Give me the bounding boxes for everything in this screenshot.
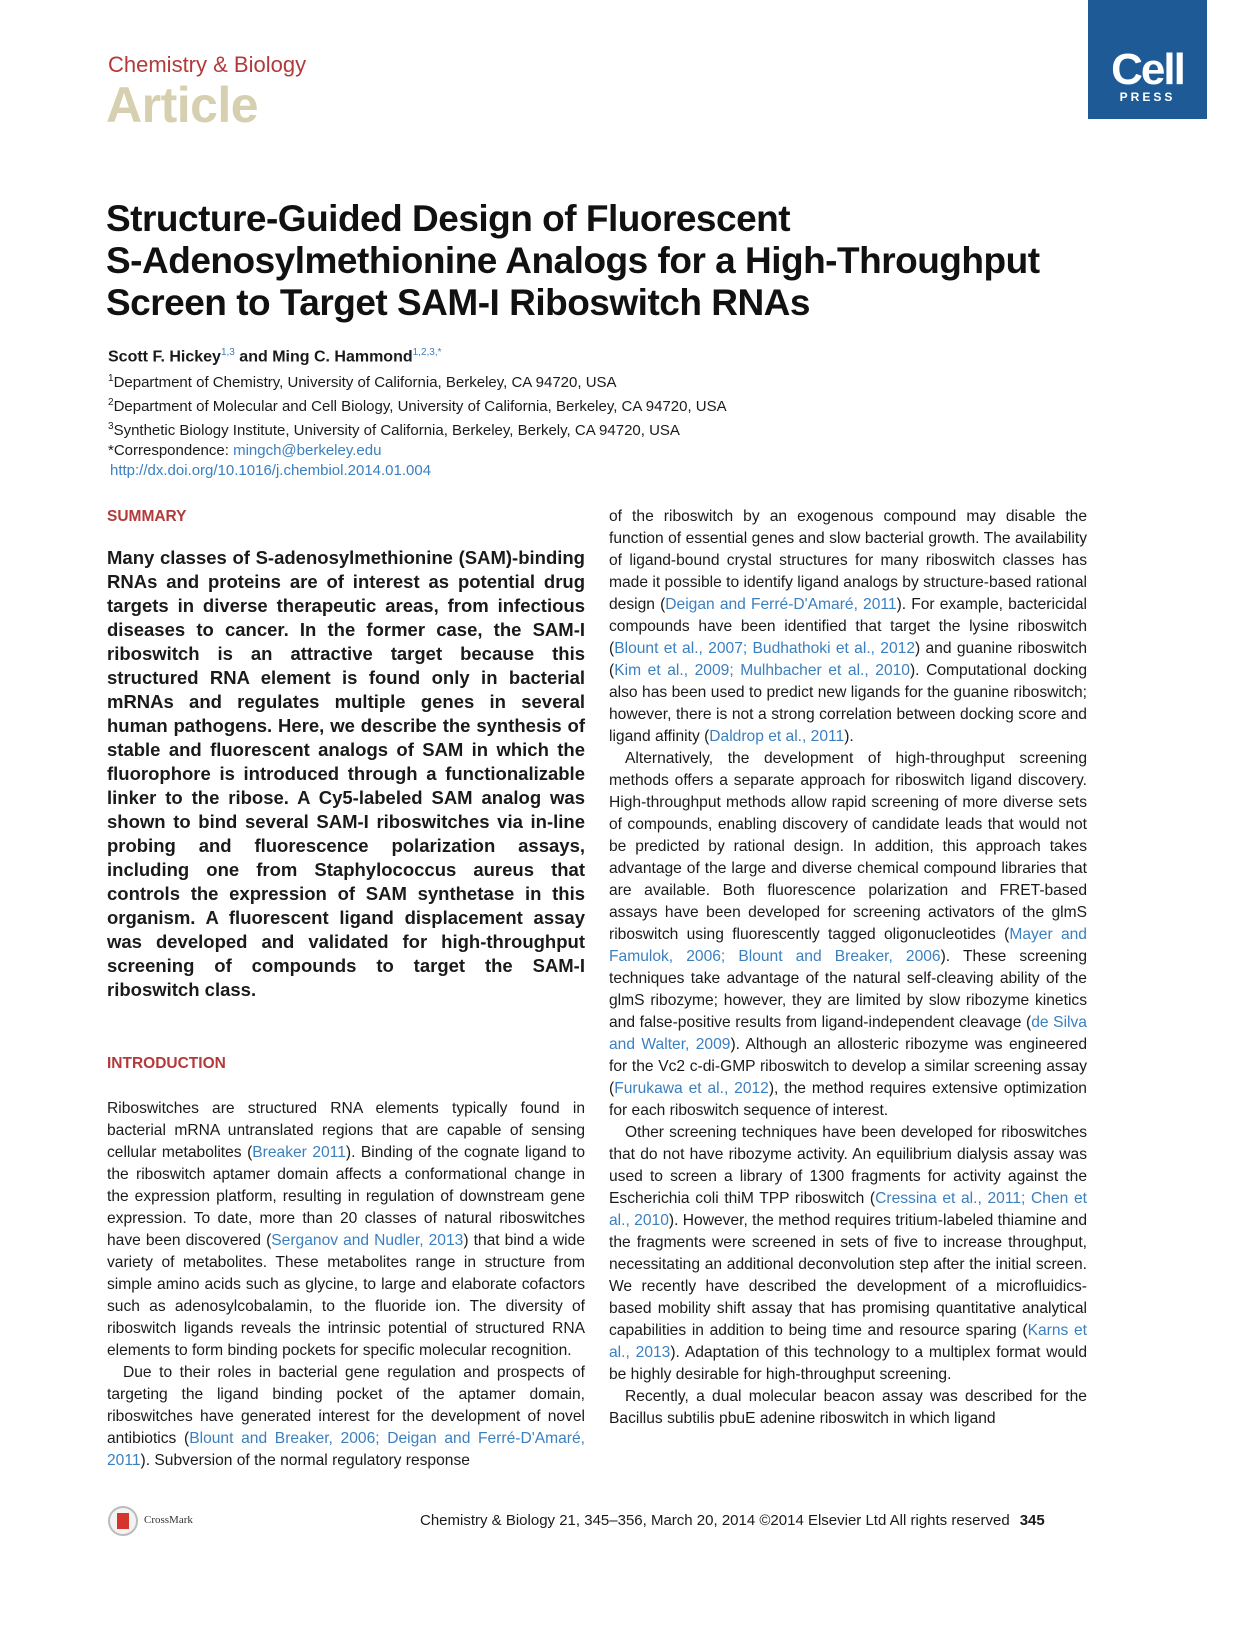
author-name: Ming C. Hammond — [272, 348, 413, 366]
introduction-left-column — [107, 1098, 585, 1472]
cell-press-logo[interactable] — [1088, 0, 1207, 119]
author-affiliation-marker: 1,3 — [220, 347, 235, 358]
citation-link[interactable]: Blount and Breaker, 2006; Deigan and Ferré-D'Amaré, 2011 — [107, 1430, 585, 1469]
right-paragraph-3: Other screening techniques have been developed for riboswitches that do not have ribozyme activity. An equilibrium dialysis assay was used to screen a library of 1300 fragments for activity against the Escherichia coli thiM TPP riboswitch (Cressina et al., 2011; Chen et al., 2010). However, the method requires tritium-labeled thiamine and the fragments were screened in sets of five to increase throughput, necessitating an additional deconvolution step after the initial screen. We recently have described the development of a microfluidics-based mobility shift assay that has promising quantitative analytical capabilities in addition to being time and resource sparing (Karns et al., 2013). Adaptation of this technology to a multiplex format would be highly desirable for high-throughput screening. — [609, 1124, 1088, 1383]
title-line-2: S-Adenosylmethionine Analogs for a High-Throughput — [106, 240, 1040, 281]
citation-link[interactable]: Karns et al., 2013 — [609, 1322, 1088, 1361]
title-line-1: Structure-Guided Design of Fluorescent — [106, 198, 791, 239]
logo-press-text: PRESS — [1119, 90, 1176, 104]
affiliations — [108, 369, 727, 481]
doi-link[interactable]: http://dx.doi.org/10.1016/j.chembiol.2014.01.004 — [110, 462, 432, 479]
page-footer — [420, 1512, 1045, 1529]
author-affiliation-marker: 1,2,3,* — [412, 347, 442, 358]
citation-link[interactable]: Kim et al., 2009; Mulhbacher et al., 2010 — [614, 662, 910, 679]
right-paragraph-4: Recently, a dual molecular beacon assay was described for the Bacillus subtilis pbuE adenine riboswitch in which ligand — [609, 1388, 1087, 1427]
logo-cell-text: Cell — [1111, 45, 1184, 94]
summary-text: Many classes of S-adenosylmethionine (SAM)-binding RNAs and proteins are of interest as potential drug targets in diverse therapeutic areas, from infectious diseases to cancer. In the former case, the SAM-I riboswitch is an attractive target because this structured RNA element is found only in bacterial mRNAs and regulates multiple genes in several human pathogens. Here, we describe the synthesis of stable and fluorescent analogs of SAM in which the fluorophore is introduced through a functionalizable linker to the ribose. A Cy5-labeled SAM analog was shown to bind several SAM-I riboswitches via in-line probing and fluorescence polarization assays, including one from Staphylococcus aureus that controls the expression of SAM synthetase in this organism. A fluorescent ligand displacement assay was developed and validated for high-throughput screening of compounds to target the SAM-I riboswitch class. — [107, 547, 585, 1000]
footer-citation: Chemistry & Biology 21, 345–356, March 20, 2014 ©2014 Elsevier Ltd All rights reserved — [420, 1512, 1010, 1529]
citation-link[interactable]: Cressina et al., 2011; Chen et al., 2010 — [609, 1190, 1087, 1229]
citation-link[interactable]: de Silva and Walter, 2009 — [609, 1014, 1087, 1053]
crossmark-badge[interactable] — [108, 1506, 208, 1538]
page-number: 345 — [1019, 1512, 1045, 1529]
summary-heading: SUMMARY — [107, 508, 187, 525]
author-name: Scott F. Hickey — [108, 348, 221, 366]
intro-paragraph-1: Riboswitches are structured RNA elements typically found in bacterial mRNA untranslated regions that are capable of sensing cellular metabolites (Breaker 2011). Binding of the cognate ligand to the riboswitch aptamer domain affects a conformational change in the expression platform, resulting in regulation of downstream gene expression. To date, more than 20 classes of natural riboswitches have been discovered (Serganov and Nudler, 2013) that bind a wide variety of metabolites. These metabolites range in structure from simple amino acids such as glycine, to large and elaborate cofactors such as adenosylcobalamin, to the fluoride ion. The diversity of riboswitch ligands reveals the intrinsic potential of structured RNA elements to form binding pockets for specific molecular recognition. — [107, 1100, 585, 1359]
article-title — [106, 198, 1146, 324]
citation-link[interactable]: Mayer and Famulok, 2006; Blount and Breaker, 2006 — [609, 926, 1087, 965]
author-conjunction: and — [234, 348, 273, 366]
intro-paragraph-2: Due to their roles in bacterial gene regulation and prospects of targeting the ligand binding pocket of the aptamer domain, riboswitches have generated interest for the development of novel antibiotics (Blount and Breaker, 2006; Deigan and Ferré-D'Amaré, 2011). Subversion of the normal regulatory response — [107, 1364, 585, 1469]
title-line-3: Screen to Target SAM-I Riboswitch RNAs — [106, 282, 810, 323]
citation-link[interactable]: Deigan and Ferré-D'Amaré, 2011 — [665, 596, 897, 613]
right-paragraph-1: of the riboswitch by an exogenous compound may disable the function of essential genes and slow bacterial growth. The availability of ligand-bound crystal structures for many riboswitch classes has made it possible to identify ligand analogs by structure-based rational design (Deigan and Ferré-D'Amaré, 2011). For example, bactericidal compounds have been identified that target the lysine riboswitch (Blount et al., 2007; Budhathoki et al., 2012) and guanine riboswitch (Kim et al., 2009; Mulhbacher et al., 2010). Computational docking also has been used to predict new ligands for the guanine riboswitch; however, there is not a strong correlation between docking score and ligand affinity (Daldrop et al., 2011). — [609, 508, 1088, 745]
introduction-heading: INTRODUCTION — [107, 1055, 226, 1072]
citation-link[interactable]: Serganov and Nudler, 2013 — [271, 1232, 464, 1249]
crossmark-label: CrossMark — [144, 1514, 193, 1526]
affiliation-2: $^2$Department of Molecular and Cell Biology, University of California, Berkeley, CA 94720, USA — [108, 397, 727, 415]
citation-link[interactable]: Furukawa et al., 2012 — [614, 1080, 769, 1097]
author-list — [108, 347, 442, 366]
citation-link[interactable]: Blount et al., 2007; Budhathoki et al., 2012 — [614, 640, 915, 657]
crossmark-flag — [117, 1513, 129, 1529]
affiliation-3: $^3$Synthetic Biology Institute, University of California, Berkeley, Berkely, CA 94720, USA — [108, 421, 680, 439]
journal-name: Chemistry & Biology — [108, 52, 307, 77]
article-type: Article — [106, 77, 259, 133]
right-paragraph-2: Alternatively, the development of high-throughput screening methods offers a separate approach for riboswitch ligand discovery. High-throughput methods allow rapid screening of more diverse sets of compounds, enabling discovery of candidate leads that would not be predicted by rational design. In addition, this approach takes advantage of the large and diverse chemical compound libraries that are available. Both fluorescence polarization and FRET-based assays have been developed for screening activators of the glmS riboswitch using fluorescently tagged oligonucleotides (Mayer and Famulok, 2006; Blount and Breaker, 2006). These screening techniques take advantage of the natural self-cleaving ability of the glmS ribozyme; however, they are limited by slow ribozyme kinetics and false-positive results from ligand-independent cleavage (de Silva and Walter, 2009). Although an allosteric ribozyme was engineered for the Vc2 c-di-GMP riboswitch to develop a similar screening assay (Furukawa et al., 2012), the method requires extensive optimization for each riboswitch sequence of interest. — [609, 750, 1087, 1119]
correspondence: *Correspondence: mingch@berkeley.edu — [108, 442, 382, 459]
affiliation-1: $^1$Department of Chemistry, University of California, Berkeley, CA 94720, USA — [108, 373, 617, 391]
citation-link[interactable]: Daldrop et al., 2011 — [709, 728, 845, 745]
right-column — [609, 506, 1087, 1430]
correspondence-email-link[interactable]: mingch@berkeley.edu — [233, 442, 382, 459]
citation-link[interactable]: Breaker 2011 — [252, 1144, 346, 1161]
